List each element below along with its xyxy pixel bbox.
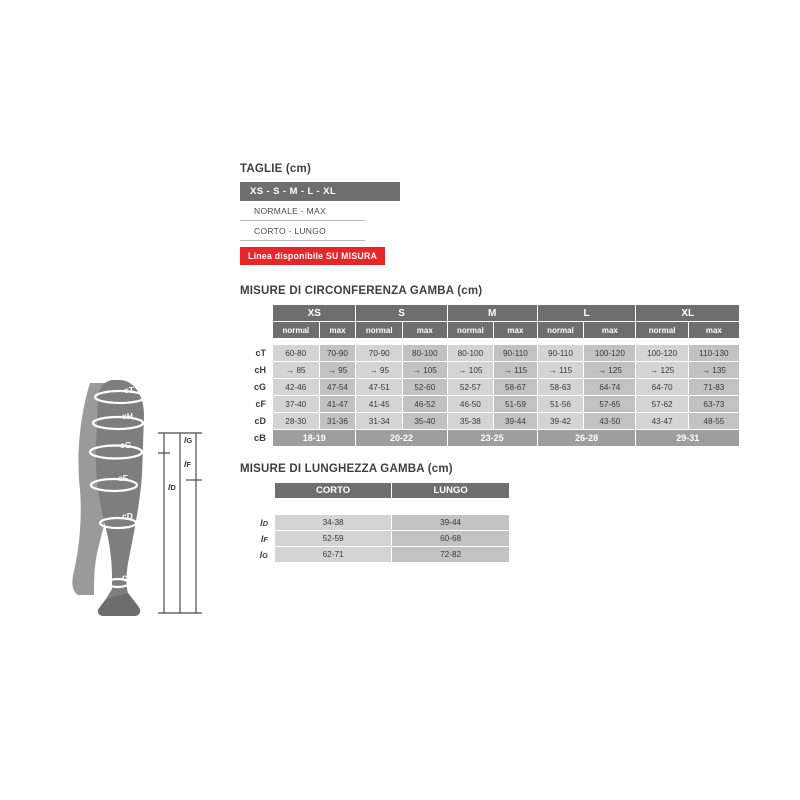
circ-cell: → 105	[447, 362, 494, 379]
circ-cell: 37-40	[273, 396, 320, 413]
circ-sub-header-row	[241, 322, 740, 339]
circ-sub-xs-normal: normal	[273, 322, 320, 339]
circ-cell: 80-100	[403, 345, 448, 362]
circ-header-l: L	[537, 305, 636, 322]
circ-cell: 58-67	[494, 379, 538, 396]
circ-row-label-cb: cB	[241, 430, 273, 447]
figure-length-ld: lD	[168, 482, 176, 492]
figure-label-cb: cB	[122, 572, 133, 582]
sizes-line-corto-lungo: CORTO - LUNGO	[240, 221, 365, 241]
length-header-row	[241, 483, 510, 499]
figure-label-ch: cH	[122, 411, 133, 421]
length-cell: 34-38	[275, 515, 392, 531]
figure-label-cg: cG	[120, 440, 132, 450]
table-row	[241, 396, 740, 413]
table-row	[241, 547, 510, 563]
circ-sub-s-max: max	[403, 322, 448, 339]
circ-cell: → 125	[636, 362, 688, 379]
leg-illustration	[60, 375, 230, 625]
circ-row-label-cd: cD	[241, 413, 273, 430]
circ-cell: 41-47	[319, 396, 356, 413]
length-cell: 52-59	[275, 531, 392, 547]
circ-cell: 64-70	[636, 379, 688, 396]
circ-corner-cell	[241, 305, 273, 322]
circ-sub-s-normal: normal	[356, 322, 403, 339]
circ-cell: 47-51	[356, 379, 403, 396]
circ-cell: 51-59	[494, 396, 538, 413]
length-row-label-ld: lD	[241, 515, 275, 531]
circ-cell: 39-44	[494, 413, 538, 430]
circ-cell: 52-57	[447, 379, 494, 396]
table-row	[241, 362, 740, 379]
circ-header-xs: XS	[273, 305, 356, 322]
circ-cb-cell: 29-31	[636, 430, 740, 447]
custom-line-badge: Linea disponibile SU MISURA	[240, 247, 385, 265]
circumference-title: MISURE DI CIRCONFERENZA GAMBA (cm)	[240, 285, 483, 297]
length-title: MISURE DI LUNGHEZZA GAMBA (cm)	[240, 463, 453, 475]
length-header-lungo: LUNGO	[392, 483, 510, 499]
circ-cell: 48-55	[688, 413, 739, 430]
circ-cell: 63-73	[688, 396, 739, 413]
circ-cell: 43-47	[636, 413, 688, 430]
circ-row-label-ch: cH	[241, 362, 273, 379]
circ-cell: → 135	[688, 362, 739, 379]
circ-cell: 31-34	[356, 413, 403, 430]
sizes-line-normale-max: NORMALE - MAX	[240, 201, 365, 221]
circ-cell: 80-100	[447, 345, 494, 362]
table-row	[241, 379, 740, 396]
circ-cell: → 95	[319, 362, 356, 379]
circ-cell: 41-45	[356, 396, 403, 413]
circ-cell: 60-80	[273, 345, 320, 362]
table-row	[241, 531, 510, 547]
circ-row-label-ct: cT	[241, 345, 273, 362]
circ-cell: 58-63	[537, 379, 584, 396]
circ-cell: 35-38	[447, 413, 494, 430]
circ-row-label-cf: cF	[241, 396, 273, 413]
circ-sub-l-normal: normal	[537, 322, 584, 339]
circ-row-label-cg: cG	[241, 379, 273, 396]
circ-cell: → 105	[403, 362, 448, 379]
sizes-title: TAGLIE (cm)	[240, 163, 311, 175]
table-row	[241, 413, 740, 430]
circ-cell: → 115	[494, 362, 538, 379]
circ-sub-xl-max: max	[688, 322, 739, 339]
table-row	[241, 345, 740, 362]
circ-cell: 90-110	[494, 345, 538, 362]
circ-cell: → 95	[356, 362, 403, 379]
figure-label-cf: cF	[118, 473, 128, 483]
circ-size-header-row	[241, 305, 740, 322]
circ-cb-cell: 23-25	[447, 430, 537, 447]
length-row-label-lg: lG	[241, 547, 275, 563]
circ-sub-m-normal: normal	[447, 322, 494, 339]
circ-cell: 57-62	[636, 396, 688, 413]
circ-cell: 52-60	[403, 379, 448, 396]
circ-header-m: M	[447, 305, 537, 322]
circ-cell: 71-83	[688, 379, 739, 396]
leg-diagram-svg	[60, 375, 230, 625]
circ-cell: 51-56	[537, 396, 584, 413]
circ-cell: 46-52	[403, 396, 448, 413]
circ-cell: 43-50	[584, 413, 636, 430]
length-cell: 60-68	[392, 531, 510, 547]
length-table	[240, 482, 510, 563]
circ-header-xl: XL	[636, 305, 740, 322]
circ-cell: 39-42	[537, 413, 584, 430]
sizes-range-bar: XS - S - M - L - XL	[240, 182, 400, 201]
table-row	[241, 430, 740, 447]
circ-cell: 31-36	[319, 413, 356, 430]
length-cell: 62-71	[275, 547, 392, 563]
circ-header-s: S	[356, 305, 447, 322]
circ-cb-cell: 26-28	[537, 430, 636, 447]
circ-cell: → 85	[273, 362, 320, 379]
figure-label-ct: cT	[124, 385, 134, 395]
circ-cb-cell: 20-22	[356, 430, 447, 447]
circ-cb-cell: 18-19	[273, 430, 356, 447]
circ-corner-cell-2	[241, 322, 273, 339]
circ-sub-xl-normal: normal	[636, 322, 688, 339]
circ-cell: 64-74	[584, 379, 636, 396]
circ-cell: 46-50	[447, 396, 494, 413]
circ-cell: 35-40	[403, 413, 448, 430]
circ-sub-l-max: max	[584, 322, 636, 339]
length-cell: 39-44	[392, 515, 510, 531]
circumference-table	[240, 304, 740, 447]
circ-cell: 100-120	[584, 345, 636, 362]
circ-sub-xs-max: max	[319, 322, 356, 339]
circ-cell: 70-90	[356, 345, 403, 362]
length-cell: 72-82	[392, 547, 510, 563]
figure-length-lf: lF	[184, 459, 191, 469]
circ-cell: → 115	[537, 362, 584, 379]
circ-cell: 47-54	[319, 379, 356, 396]
table-row	[241, 515, 510, 531]
circ-sub-m-max: max	[494, 322, 538, 339]
figure-length-lg: lG	[184, 435, 193, 445]
content-column	[240, 163, 740, 563]
length-header-corto: CORTO	[275, 483, 392, 499]
length-row-label-lf: lF	[241, 531, 275, 547]
circ-cell: 110-130	[688, 345, 739, 362]
circ-cell: 100-120	[636, 345, 688, 362]
figure-label-cd: cD	[122, 511, 133, 521]
circ-cell: → 125	[584, 362, 636, 379]
circ-cell: 42-46	[273, 379, 320, 396]
circ-cell: 57-65	[584, 396, 636, 413]
circ-cell: 28-30	[273, 413, 320, 430]
length-corner-cell	[241, 483, 275, 499]
circ-cell: 90-110	[537, 345, 584, 362]
circ-cell: 70-90	[319, 345, 356, 362]
